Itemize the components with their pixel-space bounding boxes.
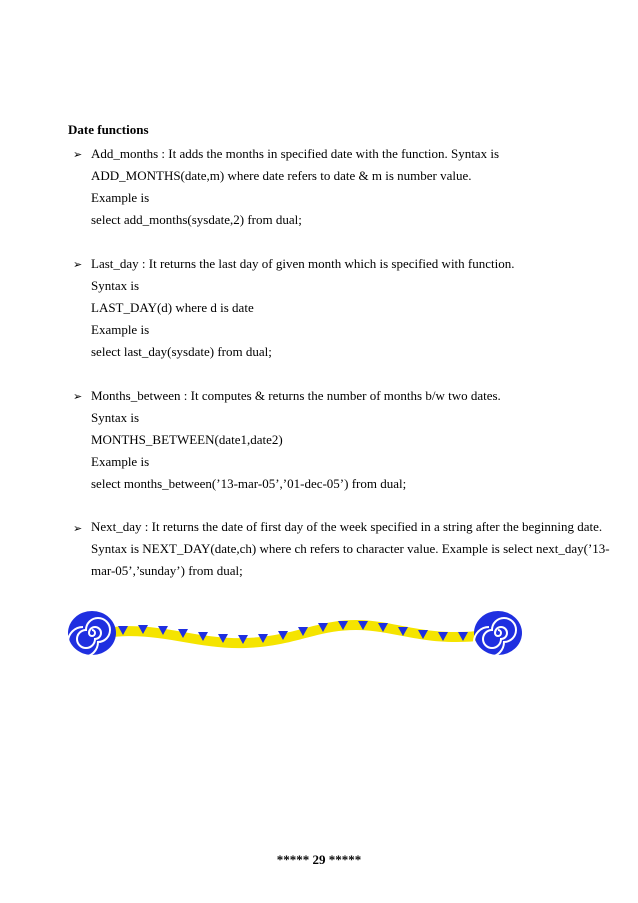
- text-paragraph: Next_day : It returns the date of first day of the week specified in a string after the beginning date. Syntax is NEXT_DAY(date,ch) where ch refers to character value. Example is select next_day(’13-mar-05’,’sunday’) from dual;: [91, 519, 610, 578]
- text-line: MONTHS_BETWEEN(date1,date2): [91, 432, 283, 447]
- text-line: Last_day : It returns the last day of given month which is specified with function.: [91, 256, 515, 271]
- text-line: Add_months : It adds the months in specified date with the function. Syntax is: [91, 146, 500, 161]
- arrow-bullet-icon: ➢: [73, 259, 83, 271]
- arrow-bullet-icon: ➢: [73, 391, 83, 403]
- text-line: Example is: [91, 454, 150, 469]
- text-line: Syntax is: [91, 278, 140, 293]
- text-line: Example is: [91, 190, 150, 205]
- left-spiral: [68, 611, 116, 657]
- text-line: Example is: [91, 322, 150, 337]
- text-line: Months_between : It computes & returns the number of months b/w two dates.: [91, 388, 501, 403]
- wavy-spiral-divider-icon: [66, 608, 524, 660]
- text-line: LAST_DAY(d) where d is date: [91, 300, 254, 315]
- section-heading: Date functions: [68, 122, 149, 137]
- text-line: ADD_MONTHS(date,m) where date refers to date & m is number value.: [91, 168, 472, 183]
- text-line: select months_between(’13-mar-05’,’01-dec-05’) from dual;: [91, 476, 407, 491]
- arrow-bullet-icon: ➢: [73, 149, 83, 161]
- text-line: Syntax is: [91, 410, 140, 425]
- page-number: ***** 29 *****: [276, 852, 362, 867]
- text-line: select add_months(sysdate,2) from dual;: [91, 212, 302, 227]
- text-line: select last_day(sysdate) from dual;: [91, 344, 272, 359]
- right-spiral: [474, 611, 522, 657]
- arrow-bullet-icon: ➢: [73, 523, 83, 535]
